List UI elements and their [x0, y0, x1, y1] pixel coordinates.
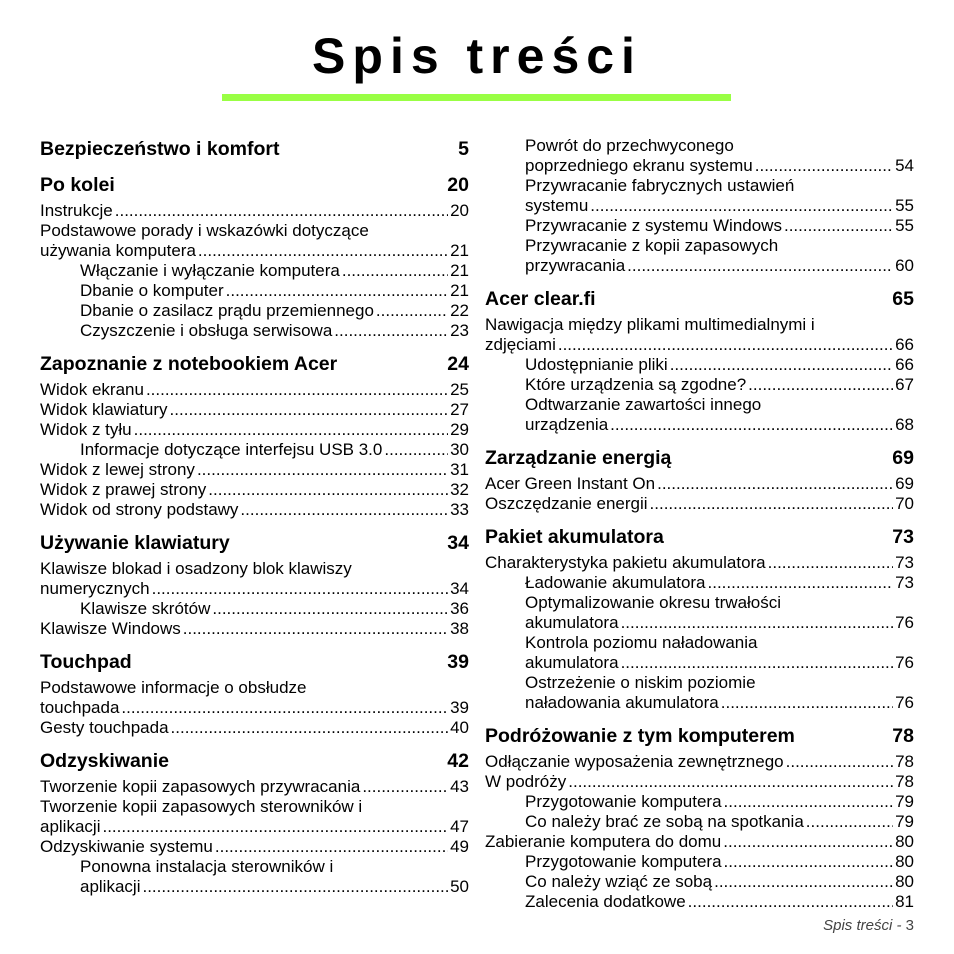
toc-right-column [485, 136, 914, 912]
toc-section[interactable]: Podróżowanie z tym komputerem 78 [485, 725, 914, 747]
toc-entry[interactable]: Odłączanie wyposażenia zewnętrznego ..... 78 [485, 752, 914, 772]
toc-subentry[interactable]: Optymalizowanie okresu trwałości akumulatora ..... 76 [485, 593, 914, 633]
toc-section[interactable]: Bezpieczeństwo i komfort 5 [40, 138, 469, 160]
toc-subentry[interactable]: Dbanie o zasilacz prądu przemiennego ..... 22 [40, 301, 469, 321]
toc-subentry[interactable]: Ładowanie akumulatora ..... 73 [485, 573, 914, 593]
page-number: 3 [905, 917, 914, 934]
toc-entry[interactable]: Charakterystyka pakietu akumulatora ..... 73 [485, 553, 914, 573]
toc-section[interactable]: Odzyskiwanie 42 [40, 750, 469, 772]
toc-entry[interactable]: Widok z tyłu ..... 29 [40, 420, 469, 440]
toc-subentry[interactable]: Przygotowanie komputera ..... 79 [485, 792, 914, 812]
toc-subentry[interactable]: Dbanie o komputer ..... 21 [40, 281, 469, 301]
toc-subentry[interactable]: Przywracanie z kopii zapasowych przywracania ..... 60 [485, 236, 914, 276]
toc-subentry[interactable]: Klawisze skrótów ..... 36 [40, 599, 469, 619]
toc-subentry[interactable]: Odtwarzanie zawartości innego urządzenia ..... 68 [485, 395, 914, 435]
toc-entry[interactable]: Nawigacja między plikami multimedialnymi i zdjęciami ..... 66 [485, 315, 914, 355]
toc-left-column [40, 136, 469, 897]
toc-entry[interactable]: Widok klawiatury ..... 27 [40, 400, 469, 420]
toc-subentry[interactable]: Udostępnianie pliki ..... 66 [485, 355, 914, 375]
toc-subentry[interactable]: Co należy brać ze sobą na spotkania ..... 79 [485, 812, 914, 832]
toc-entry[interactable]: Klawisze Windows ..... 38 [40, 619, 469, 639]
toc-entry[interactable]: Acer Green Instant On ..... 69 [485, 474, 914, 494]
toc-subentry[interactable]: Ostrzeżenie o niskim poziomie naładowania akumulatora ..... 76 [485, 673, 914, 713]
toc-section[interactable]: Pakiet akumulatora 73 [485, 526, 914, 548]
toc-subentry[interactable]: Czyszczenie i obsługa serwisowa ..... 23 [40, 321, 469, 341]
toc-entry[interactable]: Widok ekranu ..... 25 [40, 380, 469, 400]
toc-subentry[interactable]: Przywracanie fabrycznych ustawień systemu ..... 55 [485, 176, 914, 216]
toc-entry[interactable]: Widok z lewej strony ..... 31 [40, 460, 469, 480]
toc-entry[interactable]: Gesty touchpada ..... 40 [40, 718, 469, 738]
page-title: Spis treści [312, 28, 642, 84]
toc-subentry[interactable]: Przygotowanie komputera ..... 80 [485, 852, 914, 872]
toc-entry[interactable]: Tworzenie kopii zapasowych przywracania ..... 43 [40, 777, 469, 797]
toc-subentry[interactable]: Które urządzenia są zgodne? ..... 67 [485, 375, 914, 395]
toc-subentry[interactable]: Informacje dotyczące interfejsu USB 3.0 ..... 30 [40, 440, 469, 460]
toc-subentry[interactable]: Ponowna instalacja sterowników i aplikacji ..... 50 [40, 857, 469, 897]
toc-subentry[interactable]: Co należy wziąć ze sobą ..... 80 [485, 872, 914, 892]
toc-entry[interactable]: Widok z prawej strony ..... 32 [40, 480, 469, 500]
toc-entry[interactable]: W podróży ..... 78 [485, 772, 914, 792]
toc-entry[interactable]: Zabieranie komputera do domu ..... 80 [485, 832, 914, 852]
toc-entry[interactable]: Instrukcje ..... 20 [40, 201, 469, 221]
toc-entry[interactable]: Widok od strony podstawy ..... 33 [40, 500, 469, 520]
toc-entry[interactable]: Klawisze blokad i osadzony blok klawiszy numerycznych ..... 34 [40, 559, 469, 599]
toc-entry[interactable]: Podstawowe informacje o obsłudze touchpada ..... 39 [40, 678, 469, 718]
toc-entry[interactable]: Odzyskiwanie systemu ..... 49 [40, 837, 469, 857]
toc-section[interactable]: Acer clear.fi 65 [485, 288, 914, 310]
toc-entry[interactable]: Tworzenie kopii zapasowych sterowników i aplikacji ..... 47 [40, 797, 469, 837]
toc-section[interactable]: Touchpad 39 [40, 651, 469, 673]
toc-section[interactable]: Zapoznanie z notebookiem Acer 24 [40, 353, 469, 375]
toc-section[interactable]: Używanie klawiatury 34 [40, 532, 469, 554]
toc-section[interactable]: Zarządzanie energią 69 [485, 447, 914, 469]
title-underline [222, 94, 731, 101]
toc-entry[interactable]: Oszczędzanie energii ..... 70 [485, 494, 914, 514]
toc-entry[interactable]: Podstawowe porady i wskazówki dotyczące używania komputera ..... 21 [40, 221, 469, 261]
toc-section[interactable]: Po kolei 20 [40, 174, 469, 196]
page-footer: Spis treści - 3 [823, 917, 914, 934]
toc-subentry[interactable]: Kontrola poziomu naładowania akumulatora ..... 76 [485, 633, 914, 673]
toc-subentry[interactable]: Powrót do przechwyconego poprzedniego ekranu systemu ..... 54 [485, 136, 914, 176]
toc-subentry[interactable]: Przywracanie z systemu Windows ..... 55 [485, 216, 914, 236]
toc-subentry[interactable]: Zalecenia dodatkowe ..... 81 [485, 892, 914, 912]
toc-subentry[interactable]: Włączanie i wyłączanie komputera ..... 21 [40, 261, 469, 281]
